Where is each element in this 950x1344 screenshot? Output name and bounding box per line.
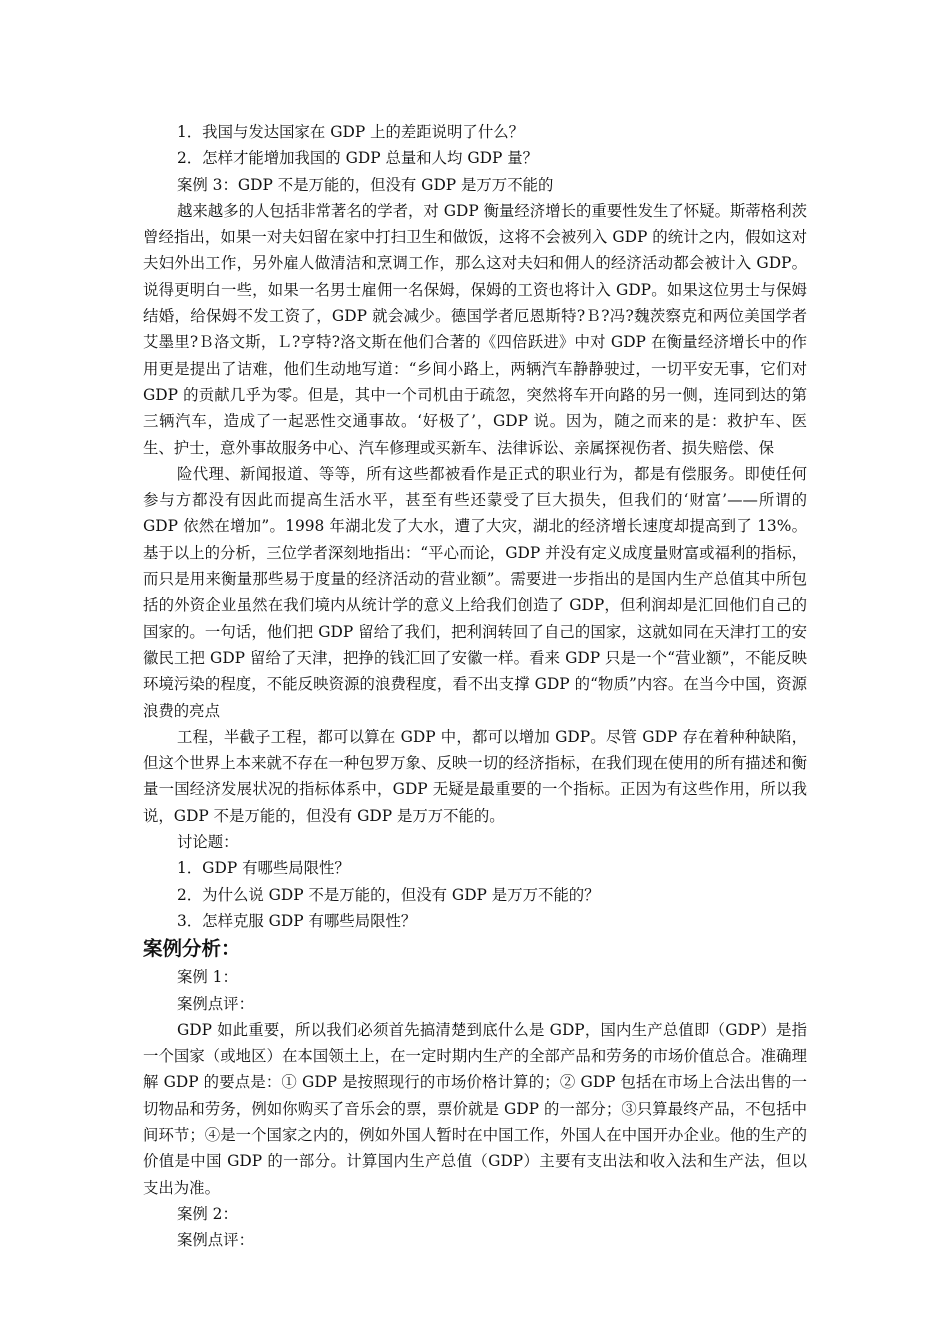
analysis-heading: 案例分析： <box>143 937 241 961</box>
case-3-title: 案例 3：GDP 不是万能的，但没有 GDP 是万万不能的 <box>177 175 554 194</box>
case-2-review-label: 案例点评： <box>177 1231 254 1250</box>
case-1-review-body: GDP 如此重要，所以我们必须首先搞清楚到底什么是 GDP，国内生产总值即（GDP）是指一个国家（或地区）在本国领土上，在一定时期内生产的全部产品和劳务的市场价值总合。准确理解 GDP 的要点是：① GDP 是按照现行的市场价格计算的；② GDP 包括在市场上合法出售的一切物品和劳务，例如你购买了音乐会的票，票价就是 GDP 的一部分；③只算最终产品，不包括中间环节；④是一个国家之内的，例如外国人暂时在中国工作，外国人在中国开办企业。他的生产的价值是中国 GDP 的一部分。计算国内生产总值（GDP）主要有支出法和收入法和生产法，但以支出为准。 <box>143 1020 807 1197</box>
discussion-label: 讨论题： <box>177 833 239 852</box>
case-3-paragraph-2: 险代理、新闻报道、等等，所有这些都被看作是正式的职业行为，都是有偿服务。即使任何参与方都没有因此而提高生活水平，甚至有些还蒙受了巨大损失，但我们的‘财富’——所谓的 GDP 依然在增加”。1998 年湖北发了大水，遭了大灾，湖北的经济增长速度却提高到了 13%。基于以上的分析，三位学者深刻地指出：“平心而论，GDP 并没有定义成度量财富或福利的指标，而只是用来衡量那些易于度量的经济活动的营业额”。需要进一步指出的是国内生产总值其中所包括的外资企业虽然在我们境内从统计学的意义上给我们创造了 GDP，但利润却是汇回他们自己的国家的。一句话，他们把 GDP 留给了我们，把利润转回了自己的国家，这就如同在天津打工的安徽民工把 GDP 留给了天津，把挣的钱汇回了安徽一样。看来 GDP 只是一个“营业额”，不能反映环境污染的程度，不能反映资源的浪费程度，看不出支撑 GDP 的“物质”内容。在当今中国，资源浪费的亮点 <box>143 464 807 720</box>
discussion-question-1: 1．GDP 有哪些局限性？ <box>177 859 350 878</box>
document-page <box>143 119 807 1253</box>
discussion-question-3: 3．怎样克服 GDP 有哪些局限性？ <box>177 911 417 930</box>
case-1-label: 案例 1： <box>177 968 238 987</box>
case-3-paragraph-1: 越来越多的人包括非常著名的学者，对 GDP 衡量经济增长的重要性发生了怀疑。斯蒂格利茨曾经指出，如果一对夫妇留在家中打扫卫生和做饭，这将不会被列入 GDP 的统计之内，假如这对夫妇外出工作，另外雇人做清洁和烹调工作，那么这对夫妇和佣人的经济活动都会被计入 GDP。说得更明白一些，如果一名男士雇佣一名保姆，保姆的工资也将计入 GDP。如果这位男士与保姆结婚，给保姆不发工资了，GDP 就会减少。德国学者厄恩斯特?Ｂ?冯?魏茨察克和两位美国学者艾墨里?Ｂ洛文斯，Ｌ?亨特?洛文斯在他们合著的《四倍跃进》中对 GDP 在衡量经济增长中的作用更是提出了诘难，他们生动地写道：“乡间小路上，两辆汽车静静驶过，一切平安无事，它们对 GDP 的贡献几乎为零。但是，其中一个司机由于疏忽，突然将车开向路的另一侧，连同到达的第三辆汽车，造成了一起恶性交通事故。‘好极了’，GDP 说。因为，随之而来的是：救护车、医生、护士，意外事故服务中心、汽车修理或买新车、法律诉讼、亲属探视伤者、损失赔偿、保 <box>143 201 807 457</box>
case-3-paragraph-3: 工程，半截子工程，都可以算在 GDP 中，都可以增加 GDP。尽管 GDP 存在着种种缺陷，但这个世界上本来就不存在一种包罗万象、反映一切的经济指标，在我们现在使用的所有描述和衡量一国经济发展状况的指标体系中，GDP 无疑是最重要的一个指标。正因为有这些作用，所以我说，GDP 不是万能的，但没有 GDP 是万万不能的。 <box>143 727 807 825</box>
case-2-label: 案例 2： <box>177 1204 238 1223</box>
case-1-review-label: 案例点评： <box>177 994 254 1013</box>
question-1: 1．我国与发达国家在 GDP 上的差距说明了什么？ <box>177 123 524 141</box>
question-2: 2．怎样才能增加我国的 GDP 总量和人均 GDP 量？ <box>177 149 538 168</box>
discussion-question-2: 2．为什么说 GDP 不是万能的，但没有 GDP 是万万不能的？ <box>177 885 600 904</box>
